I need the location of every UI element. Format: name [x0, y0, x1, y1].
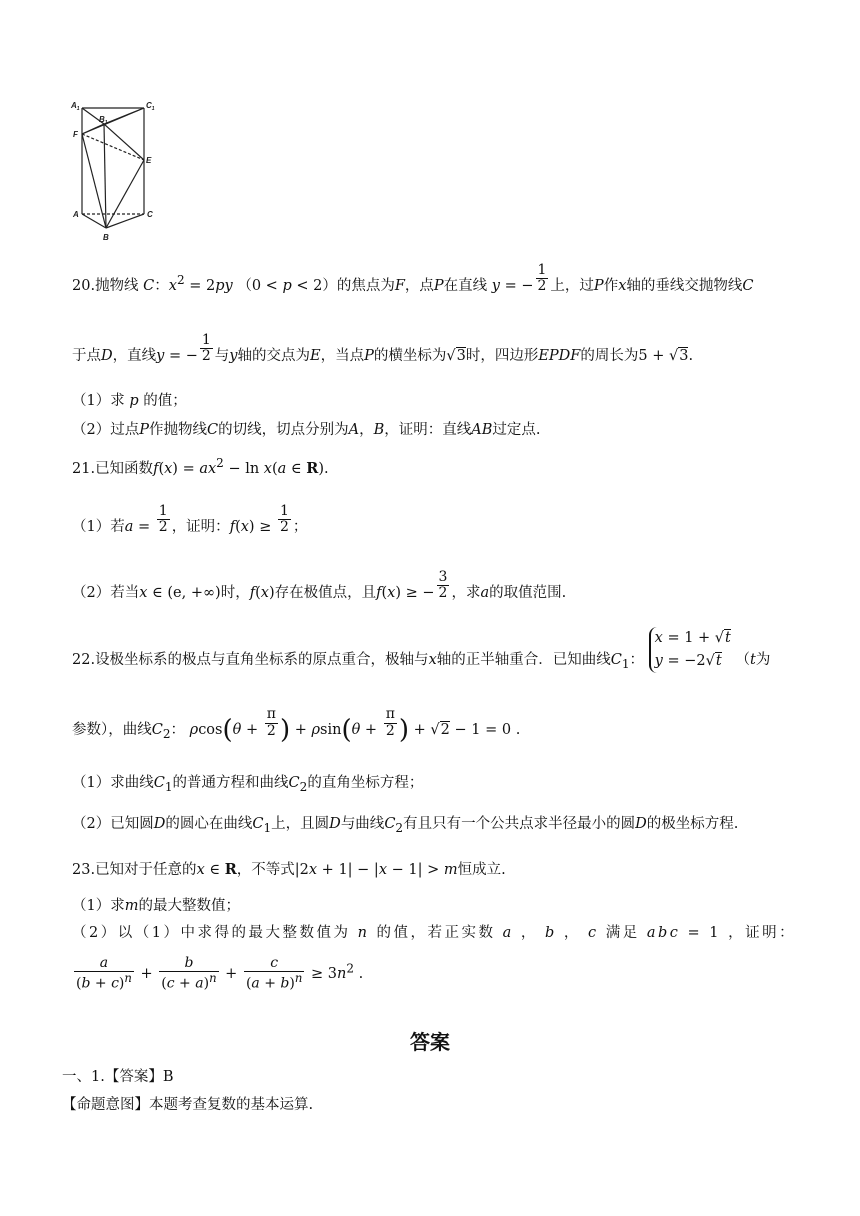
- label-B1: $B_1$: [99, 115, 108, 126]
- q20-part2: （2）过点P作抛物线C的切线，切点分别为A，B，证明：直线AB过定点.: [72, 422, 541, 438]
- edge-B1B: [104, 124, 106, 228]
- edge-B1E: [104, 124, 144, 160]
- q23-inequality: $\frac{a}{(b + c)^n}$ + $\frac{b}{(c + a)^n}$ + $\frac{c}{(a + b)^n}$ ≥ $3n^2$ .: [76, 955, 364, 993]
- label-A1: $A_1$: [71, 101, 80, 112]
- q23-part1: （1）求m的最大整数值；: [72, 898, 240, 914]
- q22-line2: 参数），曲线$C_2$： ρcos(θ + $\frac{\pi}{2}$ ) + ρsin(θ + $\frac{\pi}{2}$ ) + √2 − 1 = 0 .: [72, 706, 521, 745]
- q23-intro: 23.已知对于任意的x ∈ R，不等式|2x + 1| − |x − 1| > m恒成立.: [72, 861, 506, 878]
- q20-line1: 20.抛物线 C：$x^2 = 2py$ （0 < p < 2）的焦点为F，点P在直线 y = − $\frac{1}{2}$ 上，过P作x轴的垂线交抛物线C: [72, 261, 754, 295]
- label-A: A: [73, 210, 79, 219]
- q21-part2: （2）若当x ∈ (e, +∞)时，f(x)存在极值点，且f(x) ≥ − $\frac{3}{2}$ ，求a的取值范围.: [72, 569, 567, 602]
- label-C: C: [147, 210, 153, 219]
- q22-line1: 22.设极坐标系的极点与直角坐标系的原点重合，极轴与x轴的正半轴重合．已知曲线$C_1$： x = 1 + √t y = −2√t （t为: [72, 647, 770, 673]
- prism-figure: [64, 96, 164, 246]
- edge-FE: [82, 134, 144, 160]
- label-C1: $C_1$: [146, 101, 155, 112]
- q21-part1: （1）若a = $\frac{1}{2}$ ，证明：f(x) ≥ $\frac{1}{2}$ ；: [72, 503, 308, 536]
- q23-part2: （2）以（1）中求得的最大整数值为 n 的值，若正实数 a ， b ， c 满足 abc = 1 ，证明：: [72, 925, 797, 941]
- q20-line2: 于点D，直线y = − $\frac{1}{2}$ 与y轴的交点为E，当点P的横坐标为√3时，四边形EPDF的周长为5 + √3.: [72, 332, 694, 365]
- edge-FC1: [82, 108, 144, 134]
- q21-intro: 21.已知函数$f(x) = ax^2 - \ln x(a$ ∈ R).: [72, 456, 329, 477]
- answer-intent: 【命题意图】本题考查复数的基本运算.: [62, 1097, 314, 1113]
- answer-first: 一、1.【答案】B: [62, 1069, 174, 1085]
- label-F: F: [73, 130, 78, 139]
- answers-heading: 答案: [410, 1030, 450, 1054]
- edge-BC: [106, 214, 144, 228]
- label-B: B: [103, 233, 109, 242]
- label-E: E: [146, 156, 152, 165]
- edge-EB: [106, 160, 144, 228]
- q22-part1: （1）求曲线$C_1$的普通方程和曲线$C_2$的直角坐标方程；: [72, 775, 424, 794]
- q22-part2: （2）已知圆D的圆心在曲线$C_1$上，且圆D与曲线$C_2$有且只有一个公共点求半径最小的圆D的极坐标方程.: [72, 816, 739, 835]
- q20-part1: （1）求 p 的值；: [72, 393, 187, 409]
